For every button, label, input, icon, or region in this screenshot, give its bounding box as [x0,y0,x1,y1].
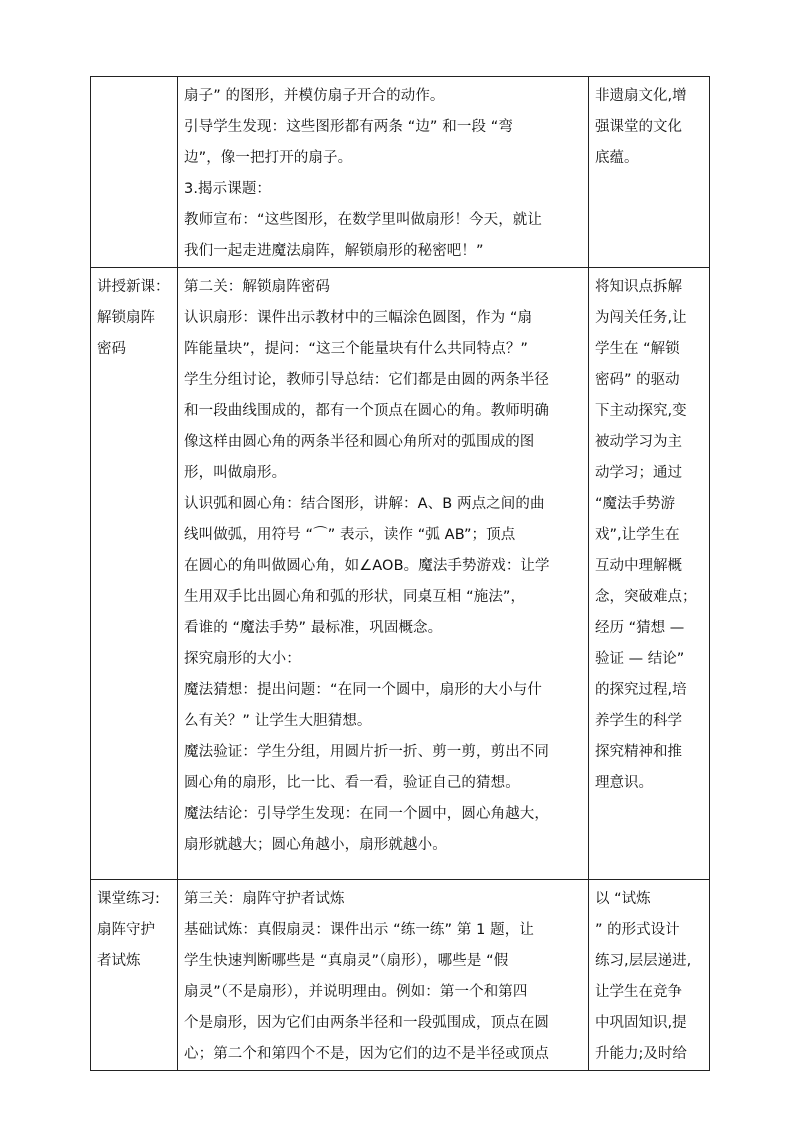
content-text-line: 在圆心的角叫做圆心角，如∠AOB。魔法手势游戏：让学 [184,558,550,574]
table-row [91,880,710,1071]
content-text-line: 魔法猜想：提出问题：“在同一个圆中，扇形的大小与什 [184,682,543,698]
intent-text-line: 动学习；通过 [595,465,682,481]
phase-text-line: 解锁扇阵 [97,310,155,326]
intent-text-line: 理意识。 [595,775,653,791]
content-text-line: 引导学生发现：这些图形都有两条 “边” 和一段 “弯 [184,119,513,135]
intent-text-line: ” 的形式设计 [595,922,680,938]
lesson-plan-table [90,76,710,1071]
content-text-line: 我们一起走进魔法扇阵，解锁扇形的秘密吧！” [184,243,484,259]
content-cell [178,77,589,268]
intent-text-line: 练习,层层递进, [595,953,692,969]
content-cell [178,268,589,880]
phase-cell [91,268,178,880]
intent-text-line: “魔法手势游 [595,496,676,512]
intent-text-line: 为闯关任务,让 [595,310,687,326]
intent-text-line: 密码” 的驱动 [595,372,680,388]
intent-text-line: 学生在 “解锁 [595,341,680,357]
content-text-line: 看谁的 “魔法手势” 最标准，巩固概念。 [184,620,443,636]
intent-text-line: 中巩固知识,提 [595,1015,687,1031]
content-text-line: 教师宣布：“这些图形，在数学里叫做扇形！今天，就让 [184,212,543,228]
content-text-line: 心；第二个和第四个不是，因为它们的边不是半径或顶点 [184,1046,549,1062]
content-text-line: 魔法结论：引导学生发现：在同一个圆中，圆心角越大， [184,806,549,822]
intent-cell [589,77,710,268]
phase-cell [91,77,178,268]
content-text-line: 形，叫做扇形。 [184,465,287,481]
content-text-line: 扇形就越大；圆心角越小，扇形就越小。 [184,837,447,853]
intent-text-line: 戏”,让学生在 [595,527,680,543]
phase-text-line: 者试炼 [97,953,141,969]
phase-cell [91,880,178,1071]
content-text-line: 么有关？” 让学生大胆猜想。 [184,713,372,729]
content-text-line: 3.揭示课题： [184,181,272,197]
intent-text-line: 将知识点拆解 [595,279,682,295]
intent-text-line: 让学生在竞争 [595,984,682,1000]
intent-text-line: 互动中理解概 [595,558,682,574]
content-text-line: 魔法验证：学生分组，用圆片折一折、剪一剪，剪出不同 [184,744,549,760]
content-text-line: 认识扇形：课件出示教材中的三幅涂色圆图，作为 “扇 [184,310,533,326]
phase-text-line: 讲授新课： [97,279,170,295]
intent-text-line: 被动学习为主 [595,434,682,450]
intent-text-line: 验证 — 结论” [595,651,685,667]
intent-text-line: 经历 “猜想 — [595,620,685,636]
content-text-line: 阵能量块”，提问：“这三个能量块有什么共同特点？” [184,341,529,357]
content-text-line: 像这样由圆心角的两条半径和圆心角所对的弧围成的图 [184,434,535,450]
intent-text-line: 探究精神和推 [595,744,682,760]
phase-text-line: 密码 [97,341,126,357]
content-text-line: 学生分组讨论，教师引导总结：它们都是由圆的两条半径 [184,372,549,388]
content-text-line: 和一段曲线围成的，都有一个顶点在圆心的角。教师明确 [184,403,549,419]
content-text-line: 生用双手比出圆心角和弧的形状，同桌互相 “施法”， [184,589,526,605]
content-text-line: 第二关：解锁扇阵密码 [184,279,330,295]
intent-text-line: 的探究过程,培 [595,682,687,698]
content-text-line: 线叫做弧，用符号 “⌒” 表示，读作 “弧 AB”；顶点 [184,527,516,543]
content-text-line: 第三关：扇阵守护者试炼 [184,891,345,907]
content-text-line: 认识弧和圆心角：结合图形，讲解：A、B 两点之间的曲 [184,496,545,512]
content-text-line: 扇灵”（不是扇形），并说明理由。例如：第一个和第四 [184,984,528,1000]
intent-text-line: 养学生的科学 [595,713,682,729]
content-text-line: 学生快速判断哪些是 “真扇灵”（扇形），哪些是 “假 [184,953,509,969]
intent-cell [589,880,710,1071]
intent-text-line: 下主动探究,变 [595,403,687,419]
phase-text-line: 扇阵守护 [97,922,155,938]
intent-text-line: 以 “试炼 [595,891,651,907]
intent-text-line: 强课堂的文化 [595,119,682,135]
content-text-line: 边”，像一把打开的扇子。 [184,150,353,166]
content-text-line: 扇子” 的图形，并模仿扇子开合的动作。 [184,88,445,104]
table-row [91,77,710,268]
content-text-line: 圆心角的扇形，比一比、看一看，验证自己的猜想。 [184,775,520,791]
content-text-line: 基础试炼：真假扇灵：课件出示 “练一练” 第 1 题，让 [184,922,534,938]
intent-text-line: 底蕴。 [595,150,639,166]
intent-text-line: 升能力;及时给 [595,1046,687,1062]
intent-text-line: 念，突破难点； [595,589,697,605]
intent-text-line: 非遗扇文化,增 [595,88,687,104]
content-text-line: 探究扇形的大小： [184,651,301,667]
intent-cell [589,268,710,880]
phase-text-line: 课堂练习: [97,891,160,907]
content-cell [178,880,589,1071]
content-text-line: 个是扇形，因为它们由两条半径和一段弧围成，顶点在圆 [184,1015,549,1031]
table-row [91,268,710,880]
